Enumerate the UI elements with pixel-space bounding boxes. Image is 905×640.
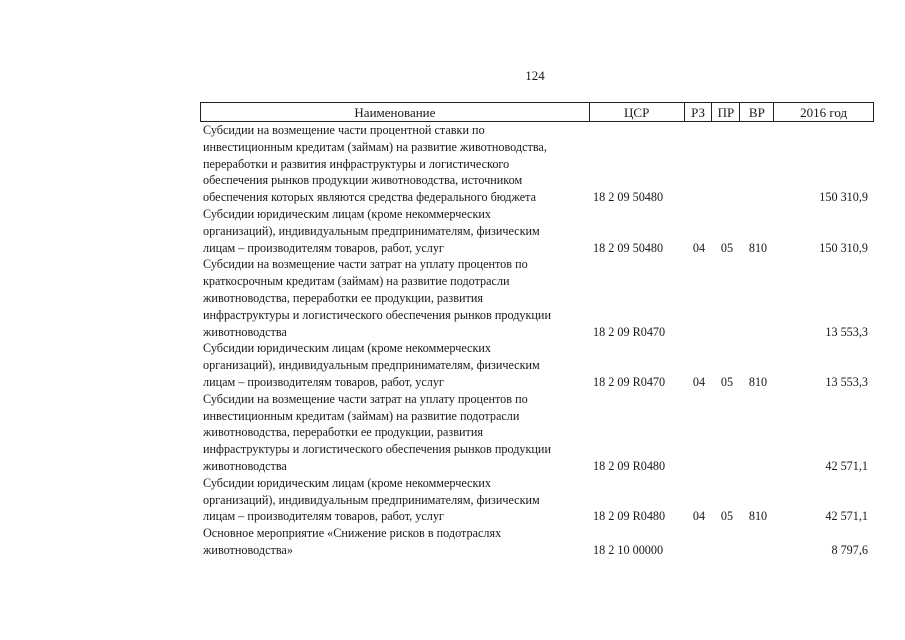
table-body: [200, 122, 874, 559]
row-vr: 810: [748, 509, 768, 524]
table-row: [200, 206, 874, 256]
row-name-line: лицам – производителям товаров, работ, услуг: [203, 374, 444, 389]
row-name-line: обеспечения рынков продукции животноводства, источником: [203, 173, 523, 188]
row-pr: 05: [720, 374, 734, 389]
header-csr: ЦСР: [590, 103, 685, 121]
row-amount: 150 310,9: [819, 240, 868, 255]
row-pr: 05: [720, 509, 734, 524]
row-name-line: инфраструктуры и логистического обеспечения рынков продукции: [203, 307, 551, 322]
row-name-line: лицам – производителям товаров, работ, услуг: [203, 240, 444, 255]
row-name: [200, 206, 590, 256]
row-name-line: организаций), индивидуальным предпринимателям, физическим: [203, 223, 540, 238]
row-name-line: животноводства: [203, 324, 287, 339]
page-number: 124: [525, 68, 545, 83]
budget-table: [200, 102, 874, 559]
row-name: [200, 340, 590, 390]
row-name-line: инфраструктуры и логистического обеспечения рынков продукции: [203, 442, 551, 457]
row-name-line: животноводства, переработки ее продукции, развития: [203, 290, 483, 305]
row-name-line: краткосрочным кредитам (займам) на развитие подотрасли: [203, 274, 510, 289]
table-row: [200, 391, 874, 475]
row-name-line: животноводства: [203, 458, 287, 473]
row-csr: 18 2 10 00000: [593, 542, 664, 557]
row-name: [200, 122, 590, 206]
row-name-line: организаций), индивидуальным предпринимателям, физическим: [203, 358, 540, 373]
row-vr: 810: [748, 374, 768, 389]
row-amount: 42 571,1: [825, 458, 868, 473]
row-name: [200, 475, 590, 525]
table-row: [200, 256, 874, 340]
row-csr: 18 2 09 R0480: [593, 509, 666, 524]
row-vr: 810: [748, 240, 768, 255]
row-name-line: Субсидии юридическим лицам (кроме некоммерческих: [203, 341, 491, 356]
row-name-line: инвестиционным кредитам (займам) на развитие животноводства,: [203, 139, 547, 154]
row-name-line: Субсидии на возмещение части процентной ставки по: [203, 123, 485, 137]
table-row: [200, 475, 874, 525]
table-row: [200, 122, 874, 206]
row-name-line: животноводства, переработки ее продукции, развития: [203, 425, 483, 440]
row-name-line: Основное мероприятие «Снижение рисков в подотраслях: [203, 526, 502, 541]
row-csr: 18 2 09 50480: [593, 190, 664, 205]
row-amount: 13 553,3: [825, 324, 868, 339]
row-name-line: животноводства»: [203, 542, 293, 557]
table-row: [200, 525, 874, 559]
row-amount: 150 310,9: [819, 190, 868, 205]
header-name: Наименование: [201, 103, 590, 121]
header-pr: ПР: [712, 103, 740, 121]
row-csr: 18 2 09 50480: [593, 240, 664, 255]
row-name-line: организаций), индивидуальным предпринимателям, физическим: [203, 492, 540, 507]
row-name-line: Субсидии на возмещение части затрат на уплату процентов по: [203, 257, 528, 272]
row-pr: 05: [720, 240, 734, 255]
row-name-line: лицам – производителям товаров, работ, услуг: [203, 509, 444, 524]
row-name: [200, 391, 590, 475]
row-name-line: Субсидии юридическим лицам (кроме некоммерческих: [203, 206, 491, 221]
table-header: [200, 102, 874, 122]
row-csr: 18 2 09 R0470: [593, 374, 666, 389]
row-csr: 18 2 09 R0470: [593, 324, 666, 339]
header-vr: ВР: [740, 103, 774, 121]
row-name-line: инвестиционным кредитам (займам) на развитие подотрасли: [203, 408, 520, 423]
row-amount: 13 553,3: [825, 374, 868, 389]
row-csr: 18 2 09 R0480: [593, 458, 666, 473]
row-name-line: Субсидии юридическим лицам (кроме некоммерческих: [203, 475, 491, 490]
row-rz: 04: [692, 240, 706, 255]
row-rz: 04: [692, 509, 706, 524]
row-name: [200, 525, 590, 559]
row-name-line: переработки и развития инфраструктуры и логистического: [203, 156, 510, 171]
row-name: [200, 256, 590, 340]
header-rz: РЗ: [685, 103, 713, 121]
row-amount: 42 571,1: [825, 509, 868, 524]
header-year: 2016 год: [800, 105, 848, 120]
row-amount: 8 797,6: [831, 542, 868, 557]
table-row: [200, 340, 874, 390]
row-rz: 04: [692, 374, 706, 389]
row-name-line: Субсидии на возмещение части затрат на уплату процентов по: [203, 391, 528, 406]
row-name-line: обеспечения которых являются средства федерального бюджета: [203, 190, 537, 205]
